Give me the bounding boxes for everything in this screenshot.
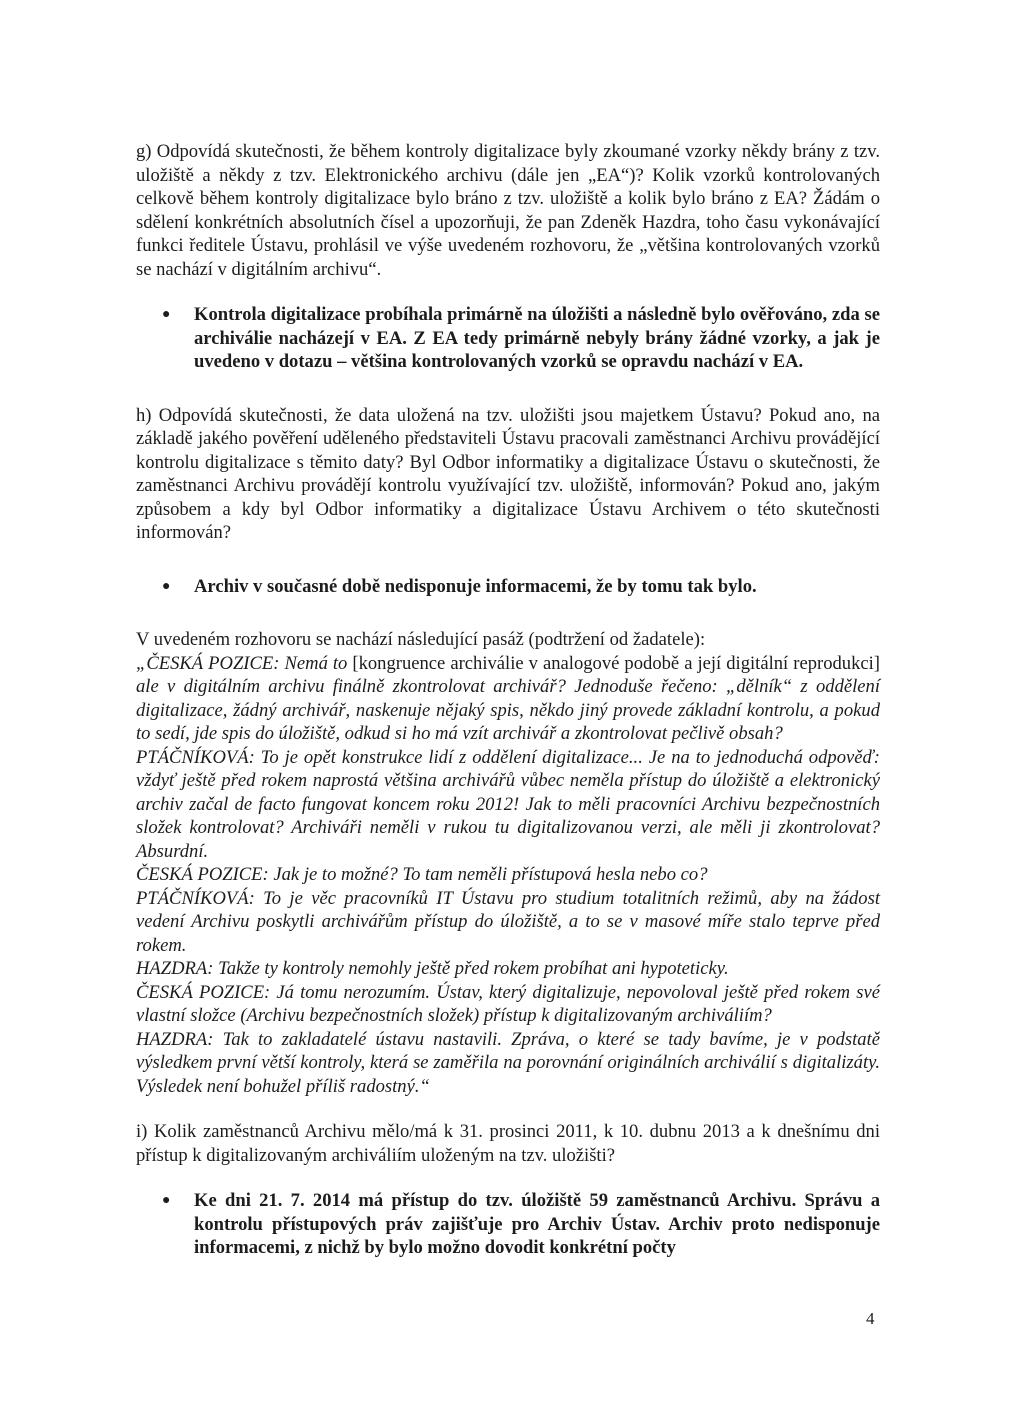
answer-g	[162, 303, 880, 374]
bullet-icon: ●	[162, 1193, 171, 1208]
interview-intro: V uvedeném rozhovoru se nachází následující pasáž (podtržení od žadatele):	[136, 629, 706, 650]
bullet-icon: ●	[162, 578, 171, 594]
page-content	[136, 140, 880, 1260]
bullet-icon: ●	[162, 307, 171, 322]
answer-i	[162, 1189, 880, 1260]
interview-answer-1: PTÁČNÍKOVÁ: To je opět konstrukce lidí z oddělení digitalizace... Je na to jednoduchá odpověď: vždyť ještě před rokem naprostá většina archivářů vůbec neměla přístup do úložiště a elektronický archiv začal de facto fungovat koncem roku 2012! Jak to měli pracovníci Archivu bezpečnostních složek kontrolovat? Archiváři neměli v rukou tu digitalizovanou verzi, ale měli ji zkontrolovat? Absurdní.	[136, 746, 880, 862]
interview-question-1	[136, 652, 880, 746]
answer-h-text: Archiv v současné době nedisponuje informacemi, že by tomu tak bylo.	[194, 575, 757, 597]
interview-bracket-note: [kongruence archiválie v analogové podobě a její digitální reprodukci]	[352, 652, 880, 674]
interview-answer-4: HAZDRA: Tak to zakladatelé ústavu nastavili. Zpráva, o které se tady bavíme, je v podstatě výsledkem první větší kontroly, která se zaměřila na porovnání originálních archiválií s digitalizáty. Výsledek není bohužel příliš radostný.“	[136, 1028, 880, 1097]
interview-answer-2: PTÁČNÍKOVÁ: To je věc pracovníků IT Ústavu pro studium totalitních režimů, aby na žádost vedení Archivu poskytli archivářům přístup do úložiště, a to se v masové míře stalo teprve před rokem.	[136, 887, 880, 956]
question-h: h) Odpovídá skutečnosti, že data uložená na tzv. uložišti jsou majetkem Ústavu? Pokud ano, na základě jakého pověření uděleného představiteli Ústavu pracovali zaměstnanci Archivu provádějící kontrolu digitalizace s těmito daty? Byl Odbor informatiky a digitalizace Ústavu o skutečnosti, že zaměstnanci Archivu provádějí kontrolu využívající tzv. uložiště, informován? Pokud ano, jakým způsobem a kdy byl Odbor informatiky a digitalizace Ústavu Archivem o této skutečnosti informován?	[136, 404, 880, 543]
interview-question-1-start: „ČESKÁ POZICE: Nemá to	[136, 652, 353, 674]
interview-answer-3: HAZDRA: Takže ty kontroly nemohly ještě před rokem probíhat ani hypoteticky.	[136, 958, 729, 979]
answer-g-text: Kontrola digitalizace probíhala primárně na úložišti a následně bylo ověřováno, zda se archiválie nacházejí v EA. Z EA tedy primárně nebyly brány žádné vzorky, a jak je uvedeno v dotazu – většina kontrolovaných vzorků se opravdu nachází v EA.	[194, 304, 880, 372]
question-g: g) Odpovídá skutečnosti, že během kontroly digitalizace byly zkoumané vzorky někdy brány z tzv. uložiště a někdy z tzv. Elektronického archivu (dále jen „EA“)? Kolik vzorků kontrolovaných celkově během kontroly digitalizace bylo bráno z tzv. uložiště a kolik bylo bráno z EA? Žádám o sdělení konkrétních absolutních čísel a upozorňuji, že pan Zdeněk Hazdra, toho času vykonávající funkci ředitele Ústavu, prohlásil ve výše uvedeném rozhovoru, že „většina kontrolovaných vzorků se nachází v digitálním archivu“.	[136, 141, 880, 280]
interview-question-2: ČESKÁ POZICE: Jak je to možné? To tam neměli přístupová hesla nebo co?	[136, 864, 708, 885]
interview-question-1-end: ale v digitálním archivu finálně zkontrolovat archivář? Jednoduše řečeno: „dělník“ z oddělení digitalizace, žádný archivář, naskenuje nějaký spis, někdo jiný provede základní kontrolu, a pokud to sedí, jde spis do úložiště, odkud si ho má vzít archivář a zkontrolovat pečlivě obsah?	[136, 676, 880, 744]
question-i: i) Kolik zaměstnanců Archivu mělo/má k 31. prosinci 2011, k 10. dubnu 2013 a k dnešnímu dni přístup k digitalizovaným archiváliím uloženým na tzv. uložišti?	[136, 1121, 880, 1166]
interview-question-3: ČESKÁ POZICE: Já tomu nerozumím. Ústav, který digitalizuje, nepovoloval ještě před rokem své vlastní složce (Archivu bezpečnostních složek) přístup k digitalizovaným archiváliím?	[136, 981, 880, 1026]
answer-i-text: Ke dni 21. 7. 2014 má přístup do tzv. úložiště 59 zaměstnanců Archivu. Správu a kontrolu přístupových práv zajišťuje pro Archiv Ústav. Archiv proto nedisponuje informacemi, z nichž by bylo možno dovodit konkrétní počty	[194, 1190, 880, 1258]
page-number: 4	[866, 1309, 875, 1328]
answer-h	[162, 575, 880, 599]
